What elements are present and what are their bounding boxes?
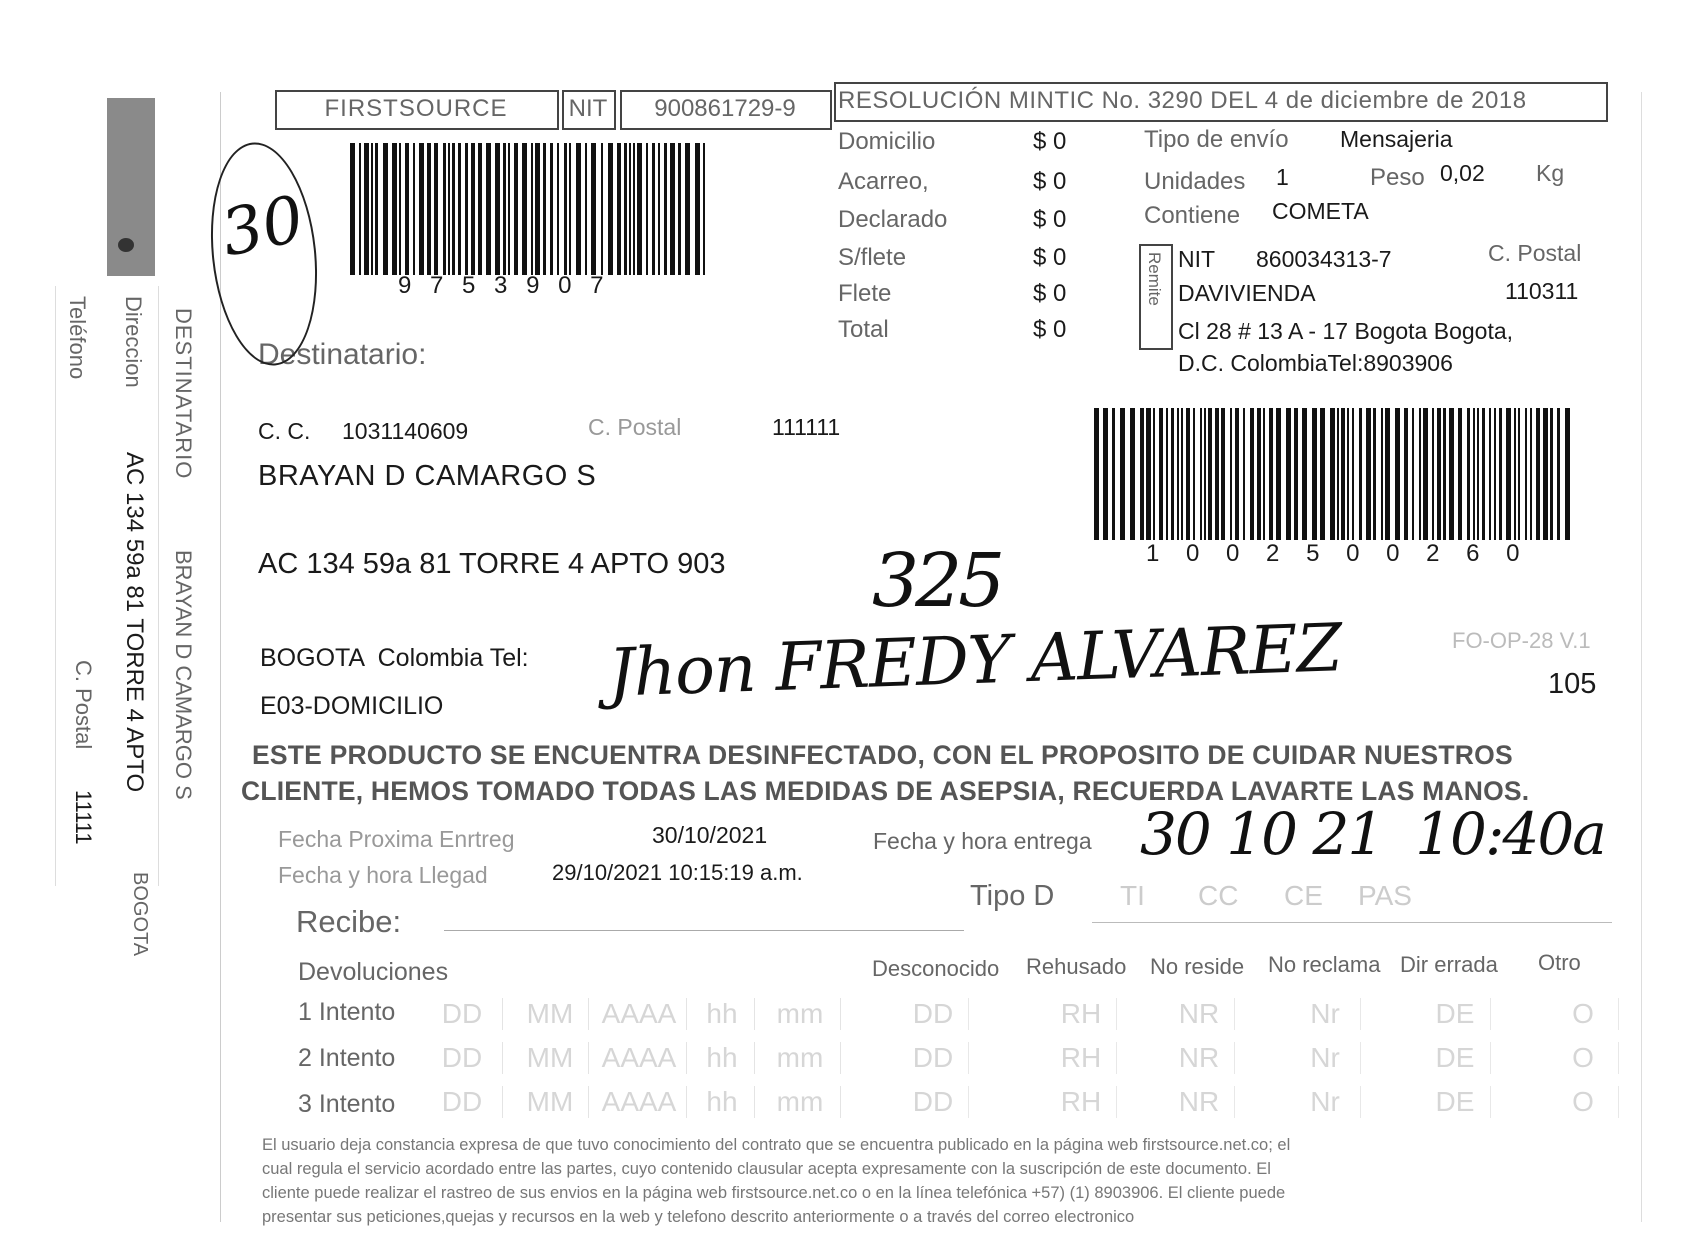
tipo-d-option: TI [1120,880,1145,911]
barcode-bar [1208,408,1212,540]
fecha-proxima-label: Fecha Proxima Enrtreg [278,826,515,852]
barcode-bar [1477,408,1479,540]
destinatario-heading: Destinatario: [258,338,427,371]
barcode-bar [1550,408,1553,540]
barcode-bar [652,143,655,275]
reason-header: Desconocido [872,956,1000,981]
barcode-bar [601,143,603,275]
barcode-bar [617,143,621,275]
unidades-label: Unidades [1144,168,1246,195]
barcode-bar [419,143,424,275]
barcode-bar [1530,408,1532,540]
fecha-entrega-label: Fecha y hora entrega [873,828,1092,854]
barcode-bar [1536,408,1540,540]
recipient-city-line: BOGOTA Colombia Tel: [260,644,529,672]
disclaimer-line4: presentar sus peticiones,quejas y recursos en la web y telefono descrito anteriormente o a través del correo electronico [262,1208,1135,1226]
barcode-bar [1543,408,1548,540]
barcode-bar [535,143,540,275]
attempt-reason-code[interactable]: RH [1046,1086,1117,1118]
charge-value: $ 0 [1033,316,1067,343]
barcode-bar [1177,408,1179,540]
attempt-date-field[interactable]: DD [422,1042,503,1074]
devoluciones-label: Devoluciones [298,958,449,986]
barcode-bar [478,143,482,275]
attempt-reason-code[interactable]: NR [1164,1086,1235,1118]
barcode-bar [576,143,581,275]
barcode-bar [703,143,705,275]
charge-row [838,316,1078,346]
barcode-bar [1166,408,1168,540]
barcode-bar [608,143,613,275]
barcode-bar [1443,408,1446,540]
barcode-bar [1221,408,1225,540]
barcode-bar [1181,408,1183,540]
reason-header: Dir errada [1400,952,1498,977]
barcode-bar [695,143,700,275]
barcode-bar [434,143,438,275]
attempt-reason-code[interactable]: DE [1420,1086,1491,1118]
charge-row [838,244,1078,274]
barcode-bar [569,143,571,275]
barcode-bar [1235,408,1239,540]
tipo-d-rule [1092,922,1612,923]
barcode-bar [1263,408,1265,540]
attempt-reason-code[interactable]: Nr [1290,998,1361,1030]
attempt-reason-code[interactable]: RH [1046,998,1117,1030]
handwritten-receiver-name: Jhon FREDY ALVAREZ [606,609,1343,712]
disclaimer-line1: El usuario deja constancia expresa de que tuvo conocimiento del contrato que se encuentra publicado en la página web firstsource.net.co; el [262,1136,1291,1154]
barcode-bar [392,143,397,275]
barcode-bar [1467,408,1470,540]
barcode-bar [1204,408,1206,540]
contiene-label: Contiene [1144,202,1241,229]
tipo-d-option: PAS [1358,880,1412,911]
remite-address-line2: D.C. ColombiaTel:8903906 [1178,350,1453,376]
charge-label: S/flete [838,244,907,271]
barcode-bar [503,143,506,275]
stub-gray-block-mark [118,238,134,252]
attempt-date-field[interactable]: mm [760,998,841,1030]
attempt-reason-code[interactable]: O [1548,1042,1619,1074]
attempt-reason-code[interactable]: RH [1046,1042,1117,1074]
charge-row [838,168,1078,198]
remite-nit-value: 860034313-7 [1256,246,1392,272]
tracking-barcode-right [1094,408,1578,540]
barcode-bar [1286,408,1291,540]
attempt-date-field[interactable]: AAAA [592,1042,687,1074]
barcode-bar [678,143,681,275]
barcode-bar [1352,408,1354,540]
barcode-bar [1269,408,1273,540]
barcode-bar [514,143,518,275]
handwritten-circled-number: 30 [215,182,311,272]
barcode-bar [664,143,667,275]
barcode-bar [1432,408,1434,540]
barcode-bar [1094,408,1099,540]
stub-destinatario-label: DESTINATARIO [171,308,196,480]
barcode-bar [1412,408,1414,540]
barcode-bar [364,143,369,275]
barcode-bar [486,143,491,275]
barcode-bar [1120,408,1125,540]
unidades-value: 1 [1276,164,1289,190]
attempt-date-field[interactable]: AAAA [592,1086,687,1118]
attempt-reason-code[interactable]: O [1548,1086,1619,1118]
stub-name: BRAYAN D CAMARGO S [171,550,196,800]
tipo-d-option: CE [1284,880,1323,911]
reason-header: Otro [1538,950,1581,975]
charge-value: $ 0 [1033,244,1067,271]
barcode-bar [359,143,361,275]
fecha-llegada-value: 29/10/2021 10:15:19 a.m. [552,860,803,885]
attempt-reason-code[interactable]: Nr [1290,1086,1361,1118]
charge-label: Acarreo, [838,168,929,195]
notice-line1: ESTE PRODUCTO SE ENCUENTRA DESINFECTADO, CON EL PROPOSITO DE CUIDAR NUESTROS [252,740,1513,770]
barcode-bar [1200,408,1202,540]
attempt-reason-code[interactable]: DE [1420,1042,1491,1074]
tipo-envio-label: Tipo de envío [1144,126,1289,153]
barcode-bar [1257,408,1261,540]
barcode-bar [371,143,373,275]
barcode-bar [1337,408,1339,540]
barcode-bar [1565,408,1570,540]
remite-nit-label: NIT [1178,246,1216,272]
barcode-bar [1366,408,1371,540]
barcode-bar [1482,408,1485,540]
barcode-bar [1153,408,1155,540]
attempt-label: 1 Intento [298,998,396,1026]
barcode-bar [1302,408,1307,540]
barcode-bar [427,143,431,275]
peso-unit: Kg [1536,160,1565,186]
cc-label: C. C. [258,418,311,444]
attempt-date-field[interactable]: MM [512,1042,589,1074]
barcode-bar [458,143,461,275]
barcode-bar [1159,408,1163,540]
tracking-number-right: 1 0 0 2 5 0 0 2 6 0 [1146,540,1530,567]
barcode-bar [1419,408,1421,540]
barcode-bar [522,143,527,275]
stub-postal-label: C. Postal [71,660,96,750]
charge-value: $ 0 [1033,206,1067,233]
attempt-label: 2 Intento [298,1044,396,1072]
barcode-bar [1171,408,1174,540]
charge-value: $ 0 [1033,280,1067,307]
remite-postal-value: 110311 [1505,278,1579,304]
peso-label: Peso [1370,164,1425,191]
barcode-bar [1473,408,1475,540]
disclaimer-line3: cliente puede realizar el rastreo de sus envios en la página web firstsource.net.co o en la línea telefónica +57) (1) 8903906. El cliente puede [262,1184,1286,1202]
charge-row [838,206,1078,236]
barcode-bar [1518,408,1520,540]
barcode-bar [1557,408,1560,540]
charge-value: $ 0 [1033,168,1067,195]
disclaimer-line2: cual regula el servicio acordado entre las partes, cuyo contenido clausular acepta expresamente con la suscripción de este documento. El [262,1160,1271,1178]
barcode-bar [443,143,446,275]
barcode-bar [1320,408,1325,540]
recipient-address: AC 134 59a 81 TORRE 4 APTO 903 [258,548,726,580]
barcode-bar [1312,408,1317,540]
barcode-bar [531,143,533,275]
barcode-bar [658,143,660,275]
dest-postal-value: 111111 [772,414,841,440]
barcode-bar [1341,408,1345,540]
charge-label: Total [838,316,889,343]
reason-header: No reside [1150,954,1245,979]
barcode-bar [1215,408,1219,540]
attempt-reason-code[interactable]: Nr [1290,1042,1361,1074]
remite-name: DAVIVIENDA [1178,280,1316,306]
route-number: 105 [1548,668,1597,700]
attempt-reason-code[interactable]: O [1548,998,1619,1030]
attempt-reason-code[interactable]: NR [1164,998,1235,1030]
barcode-bar [508,143,510,275]
barcode-bar [413,143,415,275]
barcode-bar [591,143,596,275]
attempt-date-field[interactable]: MM [512,1086,589,1118]
barcode-bar [399,143,401,275]
handwritten-delivery-datetime: 30 10 21 10:40a [1140,800,1605,868]
stub-divider [55,286,56,886]
barcode-bar [1381,408,1383,540]
barcode-bar [1250,408,1254,540]
tipo-d-label: Tipo D [970,880,1055,912]
barcode-bar [685,143,690,275]
attempt-reason-code[interactable]: DE [1420,998,1491,1030]
barcode-bar [1373,408,1376,540]
nit-label: NIT [568,95,608,122]
form-code: FO-OP-28 V.1 [1452,628,1591,653]
charge-label: Domicilio [838,128,936,155]
barcode-bar [1494,408,1496,540]
service-code: E03-DOMICILIO [260,692,444,720]
barcode-bar [1276,408,1281,540]
barcode-bar [375,143,378,275]
barcode-bar [452,143,455,275]
barcode-bar [670,143,675,275]
barcode-bar [637,143,642,275]
barcode-bar [550,143,553,275]
barcode-bar [1140,408,1144,540]
attempt-date-field[interactable]: mm [760,1042,841,1074]
recibe-label: Recibe: [296,904,402,939]
stub-telefono-label: Teléfono [65,296,90,380]
stub-direccion-label: Direccion [121,296,146,388]
barcode-bar [1506,408,1511,540]
barcode-bar [1385,408,1390,540]
dest-postal-label: C. Postal [588,414,682,440]
attempt-label: 3 Intento [298,1090,396,1118]
barcode-bar [1514,408,1516,540]
stub-address: AC 134 59a 81 TORRE 4 APTO [121,452,148,793]
barcode-bar [564,143,567,275]
barcode-bar [557,143,559,275]
charge-value: $ 0 [1033,128,1067,155]
peso-value: 0,02 [1440,160,1485,186]
recipient-name: BRAYAN D CAMARGO S [258,460,597,492]
barcode-bar [1243,408,1245,540]
barcode-bar [1525,408,1527,540]
attempt-date-field[interactable]: AAAA [592,998,687,1030]
fecha-llegada-label: Fecha y hora Llegad [278,862,488,888]
remite-postal-label: C. Postal [1488,240,1582,266]
tracking-number-top: 9 7 5 3 9 0 7 [398,272,610,299]
barcode-bar [1437,408,1441,540]
company-name: FIRSTSOURCE [324,95,508,122]
barcode-bar [1404,408,1408,540]
barcode-bar [1193,408,1195,540]
cc-value: 1031140609 [342,418,469,444]
attempt-date-field[interactable]: hh [690,998,755,1030]
barcode-bar [1489,408,1491,540]
remite-tag: Remite [1145,252,1164,306]
attempt-date-field[interactable]: hh [690,1042,755,1074]
barcode-bar [1294,408,1298,540]
barcode-bar [495,143,500,275]
attempt-reason-code[interactable]: DD [898,1042,969,1074]
attempt-date-field[interactable]: hh [690,1086,755,1118]
attempt-date-field[interactable]: MM [512,998,589,1030]
reason-header: No reclama [1268,952,1381,977]
barcode-bar [629,143,631,275]
barcode-bar [405,143,409,275]
attempt-date-field[interactable]: DD [422,1086,503,1118]
tipo-envio-value: Mensajeria [1340,126,1453,152]
attempt-reason-code[interactable]: DD [898,998,969,1030]
charge-row [838,128,1078,158]
stub-postal-value: 11111 [71,790,96,845]
barcode-bar [1347,408,1349,540]
fecha-proxima-value: 30/10/2021 [652,822,768,848]
attempt-date-field[interactable]: mm [760,1086,841,1118]
tipo-d-option: CC [1198,880,1239,911]
barcode-bar [543,143,546,275]
barcode-bar [383,143,388,275]
contiene-value: COMETA [1272,198,1369,224]
barcode-bar [624,143,627,275]
barcode-bar [1112,408,1115,540]
barcode-bar [350,143,355,275]
recibe-line [444,930,964,931]
barcode-bar [1395,408,1400,540]
barcode-bar [585,143,587,275]
barcode-bar [1103,408,1108,540]
barcode-bar [471,143,475,275]
barcode-bar [1146,408,1151,540]
attempt-reason-code[interactable]: DD [898,1086,969,1118]
barcode-bar [1449,408,1454,540]
stub-city: BOGOTA [129,872,151,957]
tracking-barcode-top [350,143,712,275]
barcode-bar [1130,408,1135,540]
charge-row [838,280,1078,310]
resolution-text: RESOLUCIÓN MINTIC No. 3290 DEL 4 de diciembre de 2018 [838,87,1527,114]
nit-value: 900861729-9 [654,95,796,122]
attempt-date-field[interactable]: DD [422,998,503,1030]
charge-label: Declarado [838,206,948,233]
reason-header: Rehusado [1026,954,1127,979]
handwritten-code: 325 [872,538,1002,624]
notice-line2: CLIENTE, HEMOS TOMADO TODAS LAS MEDIDAS DE ASEPSIA, RECUERDA LAVARTE LAS MANOS. [241,776,1530,806]
barcode-bar [1423,408,1428,540]
barcode-bar [1186,408,1190,540]
barcode-bar [448,143,450,275]
stub-divider [158,286,159,886]
barcode-bar [465,143,468,275]
barcode-bar [1230,408,1232,540]
barcode-bar [1499,408,1502,540]
barcode-bar [646,143,648,275]
barcode-bar [633,143,635,275]
barcode-bar [1359,408,1362,540]
attempt-reason-code[interactable]: NR [1164,1042,1235,1074]
charge-label: Flete [838,280,892,307]
barcode-bar [1330,408,1335,540]
barcode-bar [1458,408,1462,540]
remite-address-line1: Cl 28 # 13 A - 17 Bogota Bogota, [1178,318,1514,344]
